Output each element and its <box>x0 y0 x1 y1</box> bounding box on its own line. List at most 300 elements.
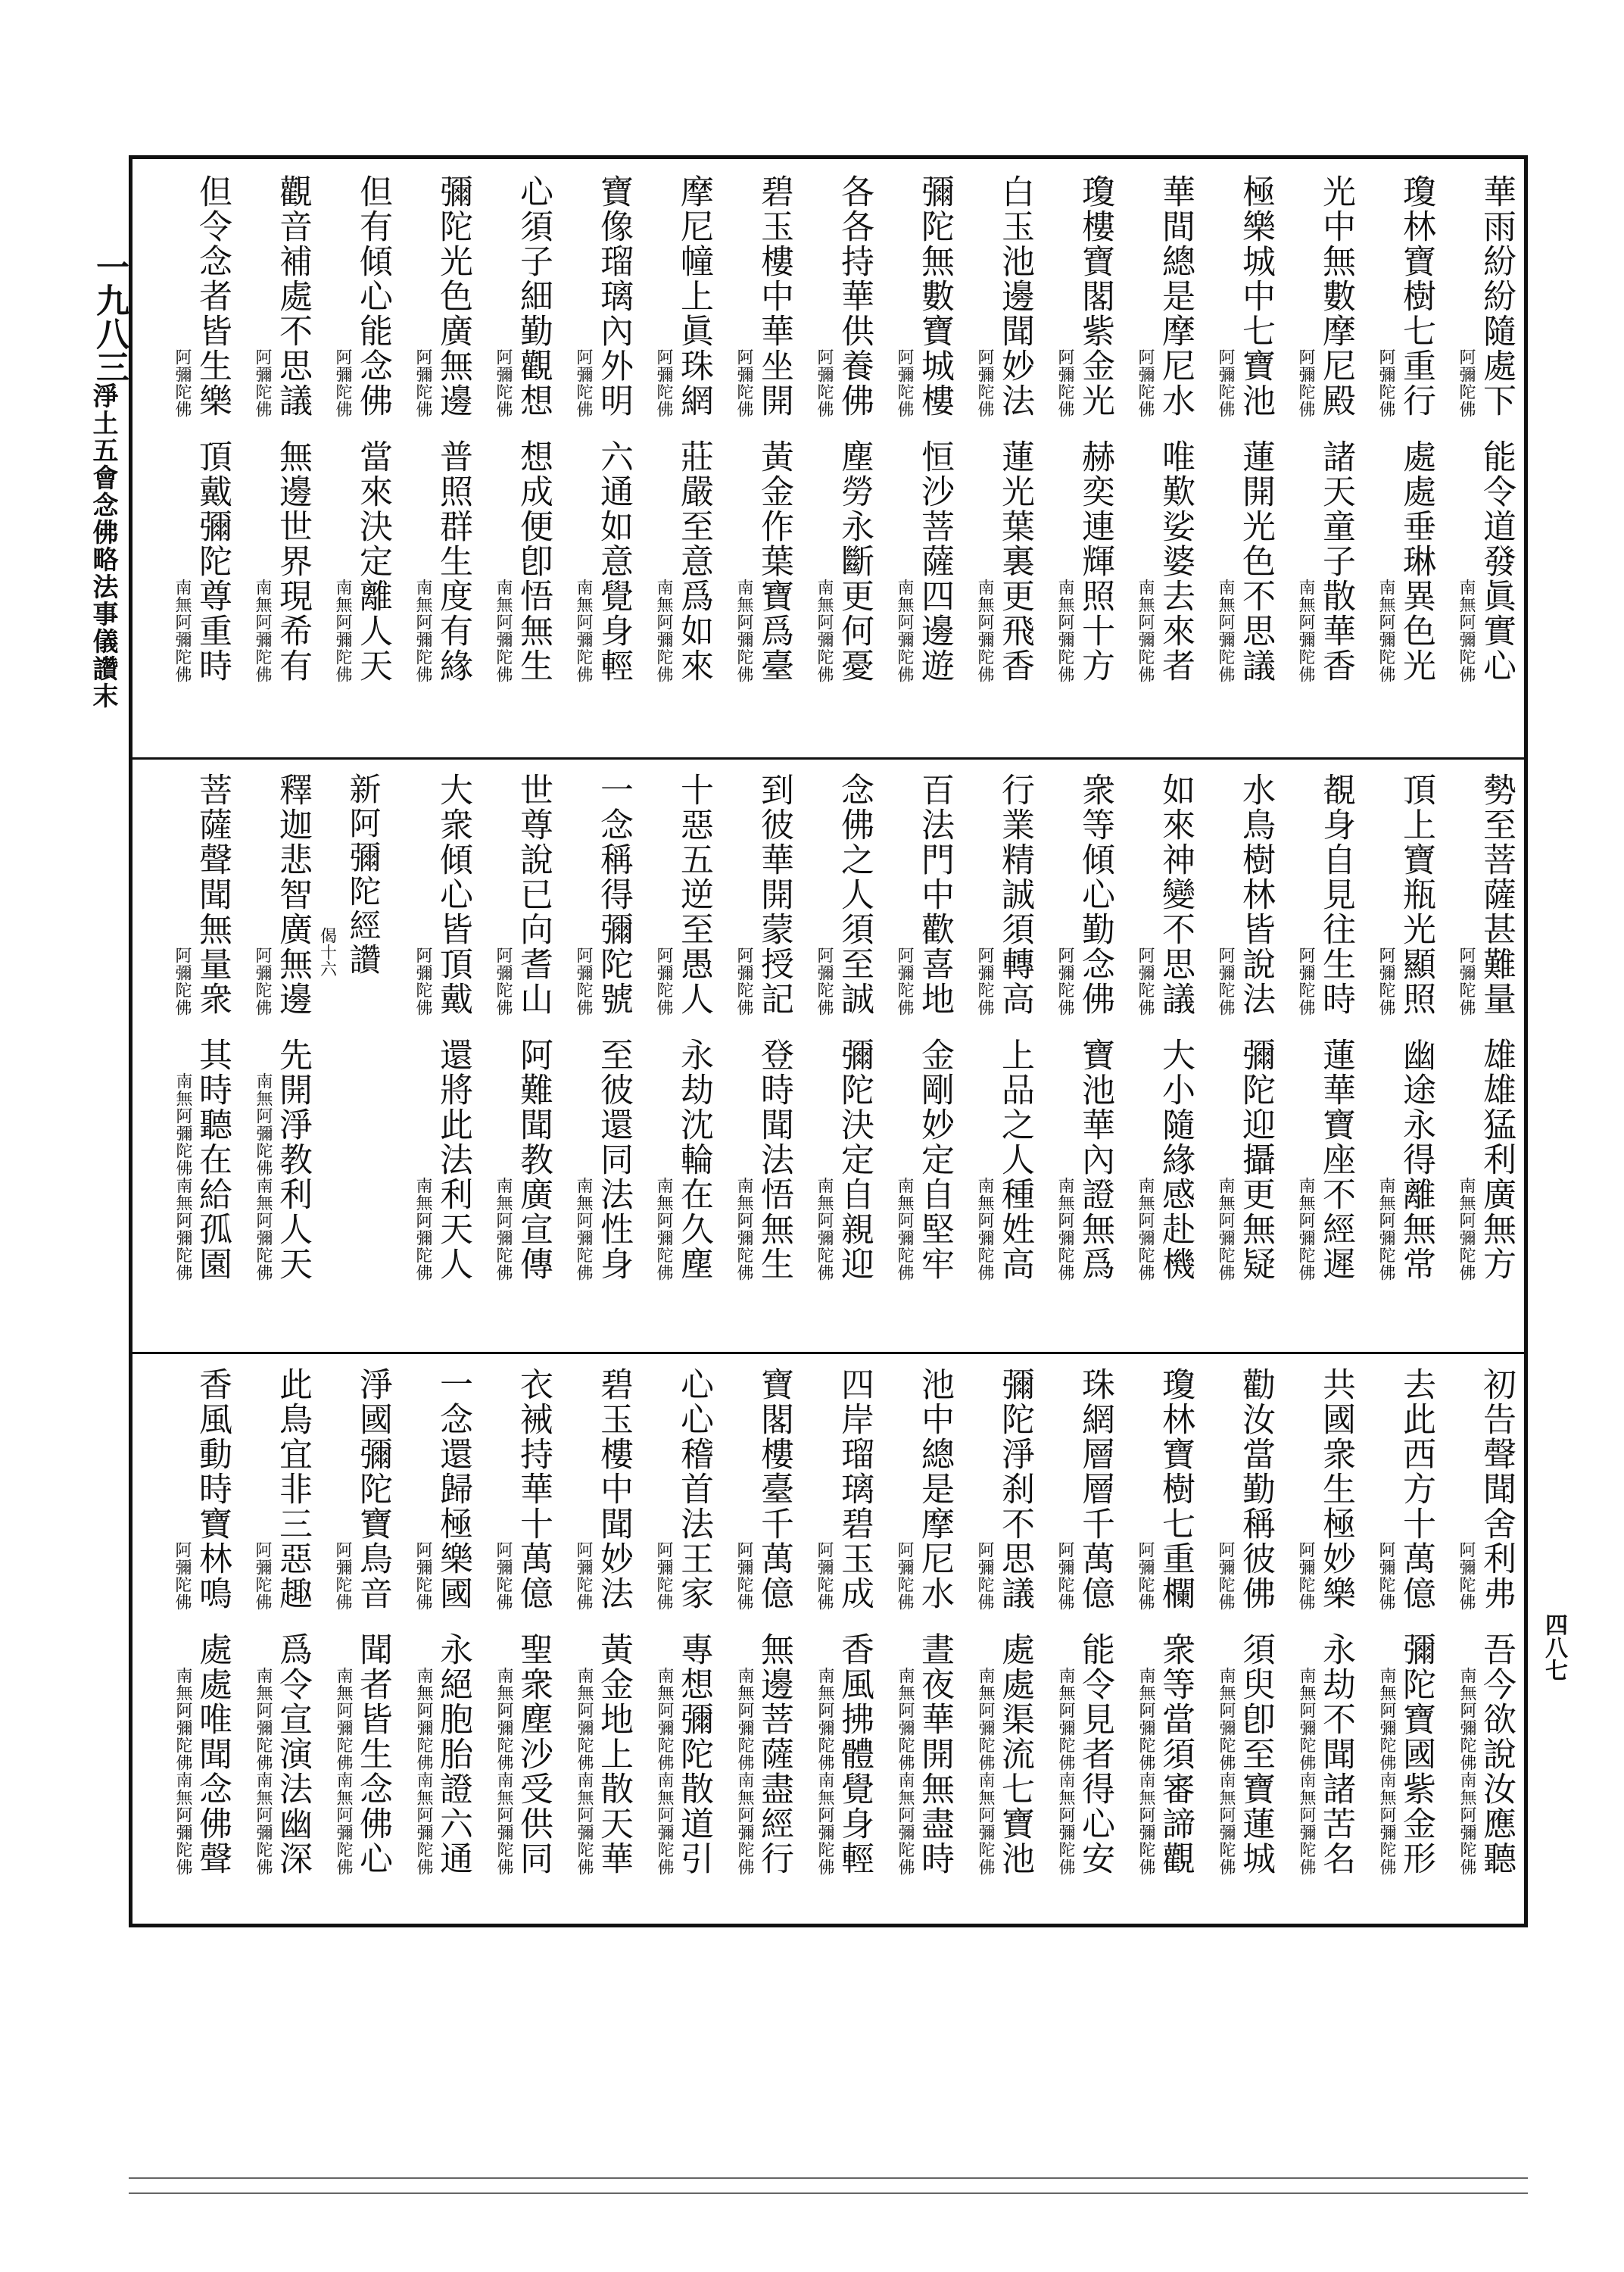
verse-line <box>1457 174 1514 418</box>
verse-text: 永劫不聞諸苦名 <box>1317 1632 1355 1876</box>
verse-text: 池中總是摩尼水 <box>915 1367 954 1611</box>
response-text: 南無阿彌陀佛南無阿彌陀佛 <box>1377 1667 1396 1876</box>
verse-line <box>1055 174 1113 418</box>
verse-line <box>574 439 631 683</box>
response-text: 南無阿彌陀佛 <box>1216 1177 1235 1281</box>
verse-line <box>895 1038 952 1281</box>
verse-column <box>872 1367 952 1912</box>
verse-line <box>654 1367 712 1611</box>
verse-line <box>734 439 792 683</box>
verse-text: 聖衆塵沙受供同 <box>514 1632 553 1876</box>
verse-text: 一念稱得彌陀號 <box>594 772 633 1016</box>
verse-line <box>1055 439 1113 683</box>
response-text: 南無阿彌陀佛南無阿彌陀佛 <box>254 1072 273 1281</box>
book-title: 淨土五會念佛略法事儀讚末 <box>88 382 118 710</box>
response-text: 阿彌陀佛 <box>1457 348 1476 418</box>
verse-pair <box>895 772 952 1281</box>
response-text: 南無阿彌陀佛南無阿彌陀佛 <box>1457 1667 1476 1876</box>
verse-line <box>494 439 551 683</box>
verse-line <box>895 1367 952 1611</box>
verse-column <box>310 174 391 750</box>
verse-line <box>1457 772 1514 1016</box>
verse-line <box>1136 772 1193 1016</box>
verse-line <box>1296 1632 1354 1876</box>
response-text: 南無阿彌陀佛南無阿彌陀佛 <box>1217 1667 1236 1876</box>
verse-text: 華間總是摩尼水 <box>1156 174 1195 418</box>
response-text: 南無阿彌陀佛 <box>975 1177 994 1281</box>
response-text: 阿彌陀佛 <box>975 1541 994 1611</box>
verse-column <box>1354 174 1434 750</box>
verse-column <box>1434 772 1514 1344</box>
verse-pair <box>1055 1367 1113 1876</box>
verse-line <box>815 1632 872 1876</box>
verse-text: 淨國彌陀寶鳥音 <box>354 1367 392 1611</box>
verse-line <box>1376 1632 1434 1876</box>
response-text: 阿彌陀佛 <box>574 348 593 418</box>
verse-line <box>1136 174 1193 418</box>
verse-column <box>1273 772 1354 1344</box>
verse-text: 行業精誠須轉高 <box>996 772 1034 1016</box>
response-text: 阿彌陀佛 <box>494 947 513 1016</box>
response-text: 阿彌陀佛 <box>173 947 192 1016</box>
response-text: 南無阿彌陀佛南無阿彌陀佛 <box>173 1072 192 1281</box>
verse-pair <box>1296 772 1354 1281</box>
verse-line <box>895 439 952 683</box>
verse-column <box>150 1367 230 1912</box>
verse-line <box>173 1632 230 1876</box>
response-text: 南無阿彌陀佛 <box>1296 579 1315 683</box>
verse-line <box>253 1367 310 1611</box>
response-text: 阿彌陀佛 <box>413 1541 432 1611</box>
verse-line <box>1376 174 1434 418</box>
verse-line <box>975 772 1033 1016</box>
response-text: 阿彌陀佛 <box>1055 1541 1074 1611</box>
verse-line <box>574 174 631 418</box>
verse-text: 赫奕連輝照十方 <box>1076 439 1114 683</box>
response-text: 南無阿彌陀佛南無阿彌陀佛 <box>173 1667 192 1876</box>
response-text: 南無阿彌陀佛 <box>173 579 192 683</box>
verse-line <box>1216 1367 1273 1611</box>
verse-column <box>952 772 1033 1344</box>
response-text: 南無阿彌陀佛 <box>1457 579 1476 683</box>
verse-text: 其時聽在給孤園 <box>193 1038 232 1281</box>
verse-line <box>1457 1367 1514 1611</box>
verse-text: 幽途永得離無常 <box>1397 1038 1435 1281</box>
verse-line <box>494 772 551 1016</box>
verse-line <box>654 772 712 1016</box>
verse-pair <box>895 174 952 683</box>
response-text: 阿彌陀佛 <box>895 1541 914 1611</box>
verse-text: 念佛之人須至誠 <box>835 772 874 1016</box>
verse-column <box>872 772 952 1344</box>
verse-text: 衣裓持華十萬億 <box>514 1367 553 1611</box>
response-text: 南無阿彌陀佛南無阿彌陀佛 <box>735 1667 754 1876</box>
verse-text: 彌陀光色廣無邊 <box>434 174 472 418</box>
verse-line <box>173 174 230 418</box>
verse-pair <box>333 1367 391 1876</box>
verse-column <box>1033 174 1113 750</box>
verse-line <box>574 772 631 1016</box>
verse-line <box>654 439 712 683</box>
verse-line <box>1376 439 1434 683</box>
verse-text: 覩身自見往生時 <box>1317 772 1355 1016</box>
response-text: 阿彌陀佛 <box>333 1541 352 1611</box>
verse-line <box>413 439 471 683</box>
response-text: 南無阿彌陀佛南無阿彌陀佛 <box>1056 1667 1075 1876</box>
response-text: 阿彌陀佛 <box>654 348 673 418</box>
verse-text: 晝夜華開無盡時 <box>915 1632 954 1876</box>
verse-text: 無邊世界現希有 <box>273 439 312 683</box>
verse-text: 衆等當須審諦觀 <box>1156 1632 1195 1876</box>
verse-column <box>391 174 471 750</box>
response-text: 南無阿彌陀佛南無阿彌陀佛 <box>1136 1667 1155 1876</box>
verse-column <box>872 174 952 750</box>
verse-text: 頂戴彌陀尊重時 <box>193 439 232 683</box>
verse-text: 聞者皆生念佛心 <box>354 1632 392 1876</box>
response-text: 阿彌陀佛 <box>494 1541 513 1611</box>
verse-column <box>310 1367 391 1912</box>
verse-column <box>551 1367 631 1912</box>
verse-line <box>815 1038 872 1281</box>
response-text: 南無阿彌陀佛南無阿彌陀佛 <box>575 1667 594 1876</box>
verse-pair <box>1216 1367 1273 1876</box>
verse-line <box>333 174 391 418</box>
verse-text: 爲令宣演法幽深 <box>273 1632 312 1876</box>
bottom-rule-1 <box>129 2177 1528 2179</box>
verse-pair <box>494 174 551 683</box>
verse-column <box>230 772 310 1344</box>
verse-text: 摩尼幢上眞珠網 <box>675 174 713 418</box>
verse-line <box>413 1632 471 1876</box>
response-text: 南無阿彌陀佛 <box>654 1177 673 1281</box>
verse-pair <box>654 174 712 683</box>
verse-text: 衆等傾心勤念佛 <box>1076 772 1114 1016</box>
verse-pair <box>734 1367 792 1876</box>
verse-text: 無邊菩薩盡經行 <box>755 1632 793 1876</box>
verse-text: 此鳥宜非三惡趣 <box>273 1367 312 1611</box>
verse-column <box>551 174 631 750</box>
verse-text: 普照群生度有緣 <box>434 439 472 683</box>
verse-line <box>1296 174 1354 418</box>
response-text: 南無阿彌陀佛 <box>815 1177 834 1281</box>
verse-line <box>173 1367 230 1611</box>
verse-column <box>1113 174 1193 750</box>
verse-text: 當來決定離人天 <box>354 439 392 683</box>
verse-text: 金剛妙定自堅牢 <box>915 1038 954 1281</box>
verse-text: 勸汝當勤稱彼佛 <box>1236 1367 1275 1611</box>
verse-line <box>413 174 471 418</box>
verse-text: 心須子細勤觀想 <box>514 174 553 418</box>
verse-text: 蓮光葉裏更飛香 <box>996 439 1034 683</box>
verse-line <box>1457 439 1514 683</box>
verse-text: 處處渠流七寶池 <box>996 1632 1034 1876</box>
verse-pair <box>574 1367 631 1876</box>
verse-text: 頂上寶瓶光顯照 <box>1397 772 1435 1016</box>
verse-text: 寶池華內證無爲 <box>1076 1038 1114 1281</box>
response-text: 阿彌陀佛 <box>1216 348 1235 418</box>
verse-text: 黃金地上散天華 <box>594 1632 633 1876</box>
verse-pair <box>1296 174 1354 683</box>
verse-column <box>631 1367 712 1912</box>
verse-text: 華雨紛紛隨處下 <box>1477 174 1516 418</box>
verse-column <box>1434 174 1514 750</box>
verse-line <box>1136 1632 1193 1876</box>
verse-text: 但有傾心能念佛 <box>354 174 392 418</box>
verse-text: 心心稽首法王家 <box>675 1367 713 1611</box>
verse-column <box>712 174 792 750</box>
verse-text: 瓊林寶樹七重行 <box>1397 174 1435 418</box>
verse-line <box>1376 1367 1434 1611</box>
response-text: 阿彌陀佛 <box>1055 348 1074 418</box>
bottom-rule-2 <box>129 2192 1528 2194</box>
section-divider-1 <box>129 757 1528 760</box>
verse-pair <box>734 772 792 1281</box>
verse-pair <box>413 1367 471 1876</box>
section-2 <box>148 772 1514 1344</box>
verse-text: 彌陀寶國紫金形 <box>1397 1632 1435 1876</box>
verse-text: 菩薩聲聞無量衆 <box>193 772 232 1016</box>
response-text: 南無阿彌陀佛 <box>975 579 994 683</box>
verse-line <box>975 174 1033 418</box>
verse-line <box>975 1632 1033 1876</box>
response-text: 南無阿彌陀佛 <box>574 1177 593 1281</box>
response-text: 南無阿彌陀佛南無阿彌陀佛 <box>1297 1667 1316 1876</box>
verse-text: 想成便卽悟無生 <box>514 439 553 683</box>
response-text: 阿彌陀佛 <box>815 1541 834 1611</box>
response-text: 阿彌陀佛 <box>173 1541 192 1611</box>
verse-line <box>895 772 952 1016</box>
response-text: 阿彌陀佛 <box>173 348 192 418</box>
verse-text: 黃金作葉寶爲臺 <box>755 439 793 683</box>
verse-pair <box>173 772 230 1281</box>
verse-column <box>1113 772 1193 1344</box>
response-text: 阿彌陀佛 <box>253 348 272 418</box>
response-text: 阿彌陀佛 <box>1136 947 1155 1016</box>
verse-text: 雄雄猛利廣無方 <box>1477 1038 1516 1281</box>
verse-text: 莊嚴至意爲如來 <box>675 439 713 683</box>
response-text: 南無阿彌陀佛 <box>1055 1177 1074 1281</box>
verse-text: 大小隨緣感赴機 <box>1156 1038 1195 1281</box>
verse-pair <box>574 772 631 1281</box>
verse-column <box>792 772 872 1344</box>
verse-line <box>253 1632 310 1876</box>
verse-line <box>734 1632 792 1876</box>
verse-pair <box>1457 772 1514 1281</box>
verse-pair <box>815 772 872 1281</box>
verse-text: 香風拂體覺身輕 <box>835 1632 874 1876</box>
verse-line <box>654 1038 712 1281</box>
verse-pair <box>1055 772 1113 1281</box>
response-text: 阿彌陀佛 <box>574 1541 593 1611</box>
response-text: 南無阿彌陀佛 <box>413 579 432 683</box>
verse-text: 寶像瑠璃內外明 <box>594 174 633 418</box>
verse-column <box>631 772 712 1344</box>
verse-line <box>1216 1038 1273 1281</box>
verse-line <box>1376 772 1434 1016</box>
verse-text: 處處唯聞念佛聲 <box>193 1632 232 1876</box>
verse-line <box>895 174 952 418</box>
response-text: 阿彌陀佛 <box>1457 947 1476 1016</box>
verse-text: 六通如意覺身輕 <box>594 439 633 683</box>
response-text: 阿彌陀佛 <box>1296 348 1315 418</box>
verse-text: 蓮華寶座不經遲 <box>1317 1038 1355 1281</box>
verse-pair <box>1296 1367 1354 1876</box>
verse-column <box>1354 1367 1434 1912</box>
verse-text: 光中無數摩尼殿 <box>1317 174 1355 418</box>
verse-text: 去此西方十萬億 <box>1397 1367 1435 1611</box>
verse-line <box>654 1632 712 1876</box>
response-text: 阿彌陀佛 <box>654 947 673 1016</box>
page-number-right: 四八七 <box>1541 1613 1567 1681</box>
verse-line <box>173 439 230 683</box>
verse-column <box>551 772 631 1344</box>
verse-line <box>333 1367 391 1611</box>
verse-line <box>494 1038 551 1281</box>
verse-text: 吾今欲說汝應聽 <box>1477 1632 1516 1876</box>
verse-column <box>391 1367 471 1912</box>
verse-line <box>1055 772 1113 1016</box>
response-text: 阿彌陀佛 <box>494 348 513 418</box>
verse-text: 阿難聞教廣宣傳 <box>514 1038 553 1281</box>
verse-text: 彌陀淨刹不思議 <box>996 1367 1034 1611</box>
response-text: 阿彌陀佛 <box>333 348 352 418</box>
verse-pair <box>895 1367 952 1876</box>
verse-column <box>1033 1367 1113 1912</box>
verse-pair <box>413 174 471 683</box>
verse-text: 到彼華開蒙授記 <box>755 772 793 1016</box>
verse-line <box>1296 772 1354 1016</box>
verse-column <box>150 772 230 1344</box>
verse-line <box>815 772 872 1016</box>
verse-column <box>712 1367 792 1912</box>
verse-column <box>1273 1367 1354 1912</box>
verse-line <box>1216 1632 1273 1876</box>
verse-line <box>1296 1367 1354 1611</box>
response-text: 南無阿彌陀佛 <box>253 579 272 683</box>
verse-text: 專想彌陀散道引 <box>675 1632 713 1876</box>
verse-text: 處處垂琳異色光 <box>1397 439 1435 683</box>
response-text: 南無阿彌陀佛南無阿彌陀佛 <box>896 1667 915 1876</box>
verse-pair <box>815 174 872 683</box>
verse-line <box>734 772 792 1016</box>
verse-pair <box>253 1367 310 1876</box>
response-text: 南無阿彌陀佛 <box>895 1177 914 1281</box>
verse-column <box>792 1367 872 1912</box>
verse-pair <box>1376 772 1434 1281</box>
verse-text: 大衆傾心皆頂戴 <box>434 772 472 1016</box>
response-text: 阿彌陀佛 <box>654 1541 673 1611</box>
verse-column <box>792 174 872 750</box>
verse-text: 百法門中歡喜地 <box>915 772 954 1016</box>
verse-line <box>253 772 310 1016</box>
verse-text: 上品之人種姓高 <box>996 1038 1034 1281</box>
verse-line <box>1216 174 1273 418</box>
verse-line <box>1376 1038 1434 1281</box>
verse-pair <box>1136 1367 1193 1876</box>
verse-column <box>1354 772 1434 1344</box>
verse-line <box>494 1367 551 1611</box>
response-text: 阿彌陀佛 <box>1376 1541 1395 1611</box>
response-text: 阿彌陀佛 <box>975 947 994 1016</box>
verse-line <box>413 1367 471 1611</box>
verse-pair <box>413 772 471 1281</box>
verse-pair <box>1136 772 1193 1281</box>
verse-pair <box>1136 174 1193 683</box>
response-text: 南無阿彌陀佛 <box>413 1177 432 1281</box>
verse-column <box>150 174 230 750</box>
verse-pair <box>734 174 792 683</box>
verse-line <box>574 1367 631 1611</box>
verse-column <box>1033 772 1113 1344</box>
verse-text: 十惡五逆至愚人 <box>675 772 713 1016</box>
response-text: 南無阿彌陀佛南無阿彌陀佛 <box>655 1667 674 1876</box>
response-text: 南無阿彌陀佛南無阿彌陀佛 <box>254 1667 273 1876</box>
verse-text: 一念還歸極樂國 <box>434 1367 472 1611</box>
verse-text: 彌陀無數寶城樓 <box>915 174 954 418</box>
response-text: 南無阿彌陀佛 <box>734 579 753 683</box>
verse-pair <box>173 1367 230 1876</box>
response-text: 南無阿彌陀佛 <box>815 579 834 683</box>
response-text: 南無阿彌陀佛 <box>494 1177 513 1281</box>
verse-line <box>1216 439 1273 683</box>
verse-column <box>1193 1367 1273 1912</box>
verse-text: 勢至菩薩甚難量 <box>1477 772 1516 1016</box>
verse-line <box>815 1367 872 1611</box>
verse-text: 四岸瑠璃碧玉成 <box>835 1367 874 1611</box>
response-text: 阿彌陀佛 <box>1136 348 1155 418</box>
verse-line <box>1216 772 1273 1016</box>
verse-line <box>1136 439 1193 683</box>
verse-column <box>310 772 391 1344</box>
response-text: 南無阿彌陀佛南無阿彌陀佛 <box>414 1667 433 1876</box>
verse-text: 碧玉樓中聞妙法 <box>594 1367 633 1611</box>
response-text: 南無阿彌陀佛 <box>1136 579 1155 683</box>
verse-line <box>1055 1632 1113 1876</box>
verse-line <box>734 174 792 418</box>
response-text: 南無阿彌陀佛 <box>734 1177 753 1281</box>
verse-pair <box>574 174 631 683</box>
verse-text: 唯歎娑婆去來者 <box>1156 439 1195 683</box>
response-text: 阿彌陀佛 <box>1296 947 1315 1016</box>
verse-text: 恒沙菩薩四邊遊 <box>915 439 954 683</box>
response-text: 南無阿彌陀佛 <box>333 579 352 683</box>
verse-pair <box>173 174 230 683</box>
response-text: 南無阿彌陀佛南無阿彌陀佛 <box>976 1667 995 1876</box>
verse-text: 初告聲聞舍利弗 <box>1477 1367 1516 1611</box>
response-text: 南無阿彌陀佛 <box>1055 579 1074 683</box>
verse-text: 塵勞永斷更何憂 <box>835 439 874 683</box>
verse-column <box>952 1367 1033 1912</box>
response-text: 阿彌陀佛 <box>413 947 432 1016</box>
verse-column <box>712 772 792 1344</box>
verse-text: 永劫沈輪在久塵 <box>675 1038 713 1281</box>
verse-line <box>413 1038 471 1281</box>
response-text: 阿彌陀佛 <box>253 1541 272 1611</box>
verse-line <box>1296 1038 1354 1281</box>
verse-column <box>471 174 551 750</box>
verse-text: 能令見者得心安 <box>1076 1632 1114 1876</box>
verse-line <box>574 1038 631 1281</box>
verse-pair <box>333 174 391 683</box>
verse-pair <box>975 772 1033 1281</box>
response-text: 南無阿彌陀佛 <box>1296 1177 1315 1281</box>
response-text: 南無阿彌陀佛 <box>494 579 513 683</box>
title-unit <box>316 772 386 977</box>
verse-text: 世尊說已向耆山 <box>514 772 553 1016</box>
response-text: 阿彌陀佛 <box>734 1541 753 1611</box>
verse-pair <box>1216 772 1273 1281</box>
response-text: 南無阿彌陀佛 <box>654 579 673 683</box>
